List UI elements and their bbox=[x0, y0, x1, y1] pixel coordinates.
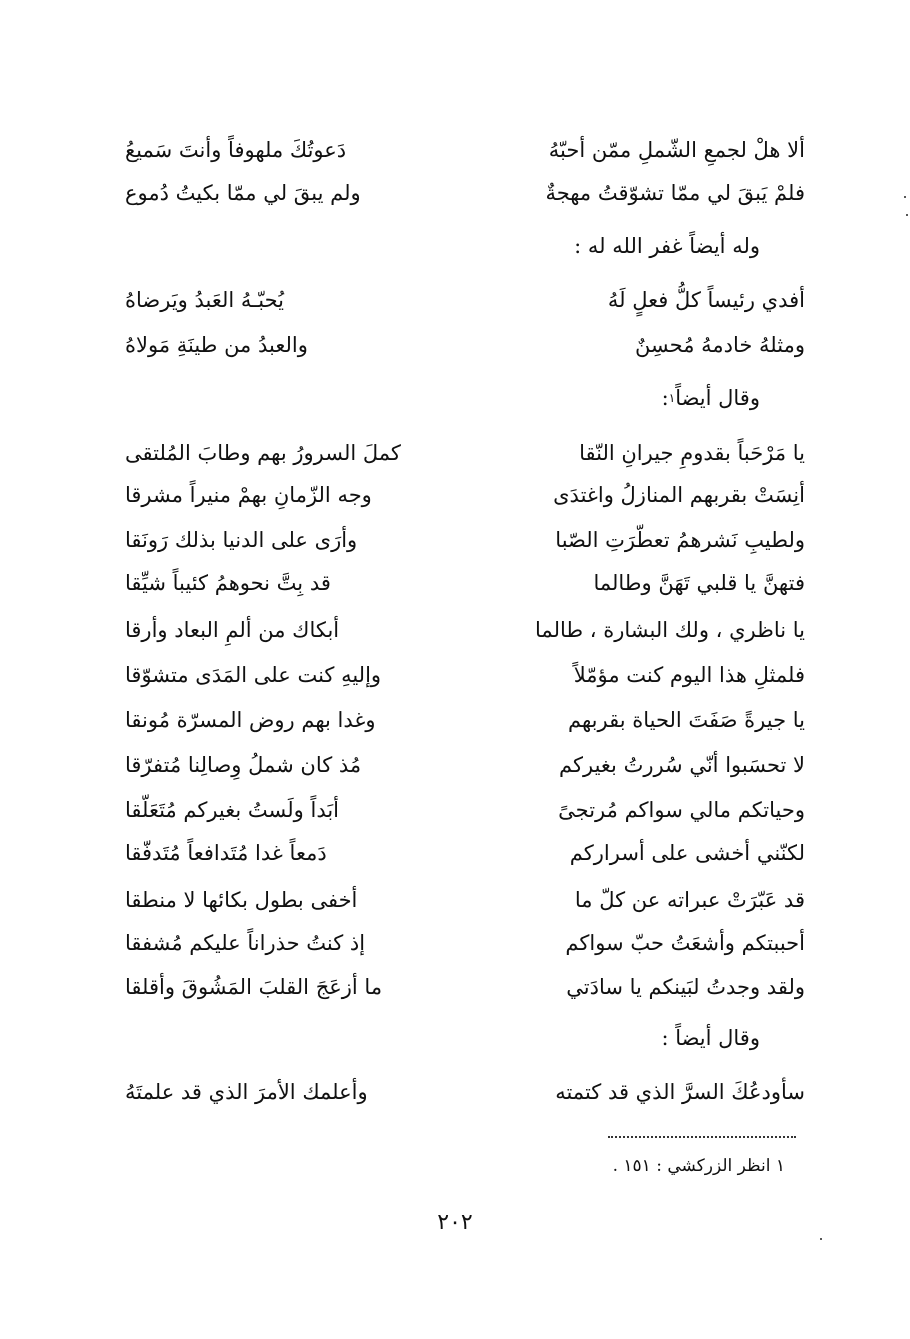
verse-second-hemistich: أبكاك من ألمِ البعاد وأرقا bbox=[125, 618, 340, 642]
heading-text: وقال أيضاً bbox=[675, 386, 760, 410]
verse-line bbox=[125, 433, 805, 473]
verse-second-hemistich: وجه الزّمانِ بهمْ منيراً مشرقا bbox=[125, 483, 372, 507]
verse-second-hemistich: أخفى بطول بكائها لا منطقا bbox=[125, 888, 358, 912]
scan-speck bbox=[820, 1238, 822, 1240]
verse-first-hemistich: قد عَبّرَتْ عبراته عن كلّ ما bbox=[574, 888, 805, 912]
verse-second-hemistich: دَمعاً غدا مُتَدافعاً مُتَدفّقا bbox=[125, 841, 327, 865]
verse-first-hemistich: سأودعُكَ السرَّ الذي قد كتمته bbox=[555, 1080, 805, 1104]
verse-first-hemistich: فتهنَّ يا قلبي تَهَنَّ وطالما bbox=[593, 571, 805, 595]
verse-line bbox=[125, 655, 805, 695]
footnote-marker: ١ bbox=[668, 391, 676, 405]
verse-first-hemistich: فلمْ يَبقَ لي ممّا تشوّقتُ مهجةٌ bbox=[545, 181, 805, 205]
verse-second-hemistich: يُحبّـهُ العَبدُ ويَرضاهُ bbox=[125, 288, 285, 312]
verse-line bbox=[125, 745, 805, 785]
verse-second-hemistich: ما أزعَجَ القلبَ المَشُوقَ وأقلقا bbox=[125, 975, 383, 999]
verse-first-hemistich: فلمثلِ هذا اليوم كنت مؤمّلاً bbox=[573, 663, 805, 687]
section-heading: وله أيضاً غفر الله له : bbox=[574, 234, 760, 258]
verse-first-hemistich: وحياتكم مالي سواكم مُرتجىً bbox=[558, 798, 805, 822]
verse-first-hemistich: ولطيبِ نَشرهمُ تعطّرَتِ الصّبا bbox=[555, 528, 805, 552]
verse-first-hemistich: يا ناظري ، ولك البشارة ، طالما bbox=[535, 618, 805, 642]
verse-line bbox=[125, 130, 805, 170]
verse-line bbox=[125, 923, 805, 963]
verse-first-hemistich: ولقد وجدتُ لبَينكم يا سادَتي bbox=[566, 975, 805, 999]
footnote: ١ انظر الزركشي : ١٥١ . bbox=[612, 1156, 785, 1176]
verse-line bbox=[125, 173, 805, 213]
verse-first-hemistich: أحببتكم وأشعَتُ حبّ سواكم bbox=[565, 931, 805, 955]
verse-first-hemistich: يا جيرةً صَفَتَ الحياة بقربهم bbox=[567, 708, 805, 732]
verse-second-hemistich: ولم يبقَ لي ممّا بكيتُ دُموع bbox=[125, 181, 361, 205]
verse-second-hemistich: والعبدُ من طينَةِ مَولاهُ bbox=[125, 333, 308, 357]
verse-line bbox=[125, 280, 805, 320]
verse-line bbox=[125, 563, 805, 603]
verse-second-hemistich: وإليهِ كنت على المَدَى متشوّقا bbox=[125, 663, 382, 687]
verse-line bbox=[125, 700, 805, 740]
verse-first-hemistich: لا تحسَبوا أنّي سُررتُ بغيركم bbox=[559, 753, 805, 777]
verse-first-hemistich: أنِسَتْ بقربهم المنازلُ واغتدَى bbox=[553, 483, 805, 507]
section-heading: وقال أيضاً : bbox=[661, 1026, 760, 1050]
verse-line bbox=[125, 833, 805, 873]
verse-second-hemistich: وغدا بهم روض المسرّة مُونقا bbox=[125, 708, 376, 732]
scan-speck bbox=[904, 196, 906, 198]
verse-second-hemistich: مُذ كان شملُ وِصالِنا مُتفرّقا bbox=[125, 753, 362, 777]
verse-first-hemistich: أفدي رئيساً كلُّ فعلٍ لَهُ bbox=[607, 288, 805, 312]
verse-first-hemistich: ألا هلْ لجمعِ الشّملِ ممّن أحبّهُ bbox=[548, 138, 805, 162]
page-number: ٢٠٢ bbox=[437, 1210, 473, 1235]
verse-second-hemistich: وأرَى على الدنيا بذلك رَونَقا bbox=[125, 528, 358, 552]
verse-second-hemistich: كملَ السرورُ بهم وطابَ المُلتقى bbox=[125, 441, 401, 465]
verse-second-hemistich: إذ كنتُ حذراناً عليكم مُشفقا bbox=[125, 931, 366, 955]
verse-line bbox=[125, 790, 805, 830]
verse-line bbox=[125, 880, 805, 920]
verse-first-hemistich: لكنّني أخشى على أسراركم bbox=[569, 841, 805, 865]
verse-line bbox=[125, 475, 805, 515]
scan-speck bbox=[906, 214, 908, 216]
verse-line bbox=[125, 1072, 805, 1112]
verse-second-hemistich: قد بِتَّ نحوهمُ كئيباً شيِّقا bbox=[125, 571, 331, 595]
section-heading bbox=[260, 380, 760, 416]
verse-line bbox=[125, 967, 805, 1007]
verse-second-hemistich: دَعوتُكَ ملهوفاً وأنتَ سَميعُ bbox=[125, 138, 347, 162]
verse-first-hemistich: ومثلهُ خادمهُ مُحسِنٌ bbox=[634, 333, 805, 357]
footnote-divider bbox=[608, 1136, 796, 1138]
verse-second-hemistich: وأعلمك الأمرَ الذي قد علمتَهُ bbox=[125, 1080, 368, 1104]
heading-colon: : bbox=[661, 386, 669, 410]
verse-first-hemistich: يا مَرْحَباً بقدومِ جيرانِ النّقا bbox=[579, 441, 805, 465]
verse-line bbox=[125, 325, 805, 365]
verse-second-hemistich: أبَداً ولَستُ بغيركم مُتَعَلّقا bbox=[125, 798, 340, 822]
verse-line bbox=[125, 610, 805, 650]
verse-line bbox=[125, 520, 805, 560]
